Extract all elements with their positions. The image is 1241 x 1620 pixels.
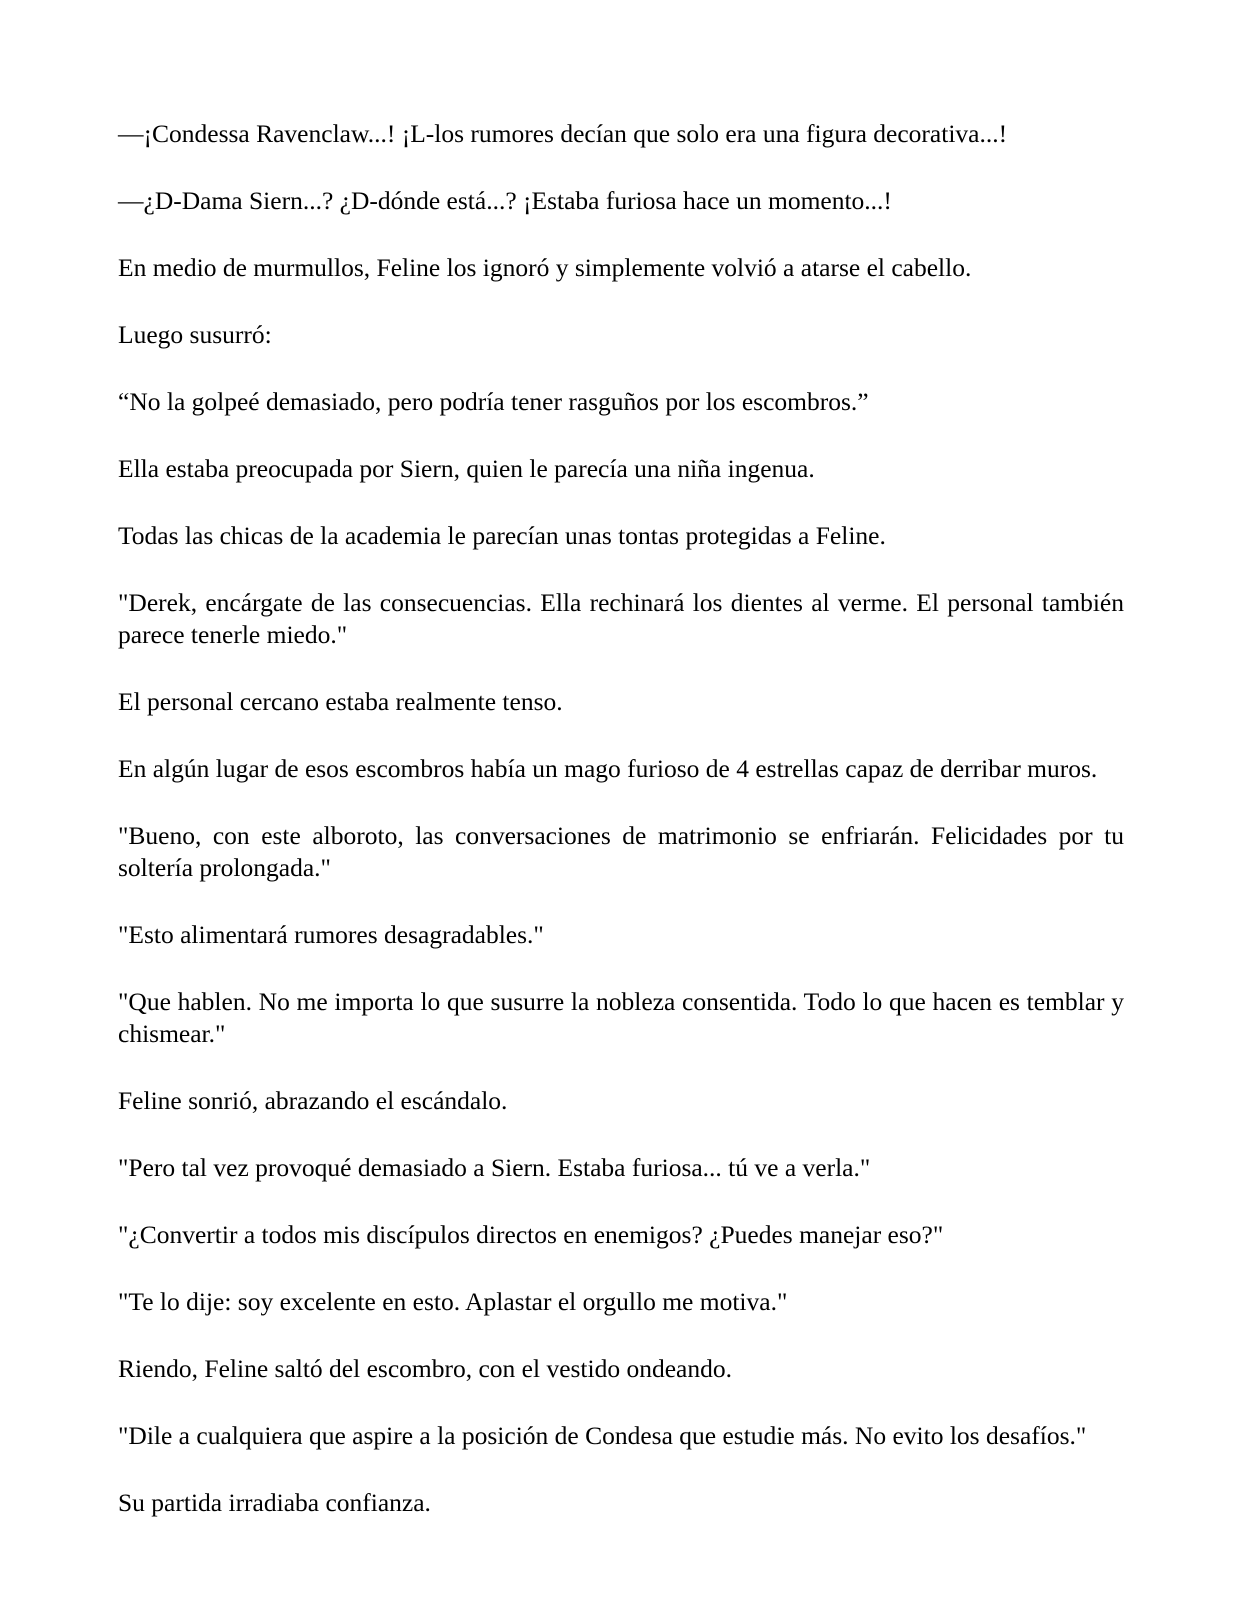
paragraph-11: "Bueno, con este alboroto, las conversaciones de matrimonio se enfriarán. Felicidades por tu soltería prolongada." [118, 821, 1124, 882]
paragraph-5: “No la golpeé demasiado, pero podría tener rasguños por los escombros.” [118, 387, 869, 416]
paragraph-18: Riendo, Feline saltó del escombro, con el vestido ondeando. [118, 1354, 732, 1383]
paragraph-9: El personal cercano estaba realmente tenso. [118, 687, 563, 716]
paragraph-14: Feline sonrió, abrazando el escándalo. [118, 1086, 508, 1115]
paragraph-10: En algún lugar de esos escombros había un mago furioso de 4 estrellas capaz de derribar muros. [118, 754, 1098, 783]
paragraph-2: —¿D-Dama Siern...? ¿D-dónde está...? ¡Estaba furiosa hace un momento...! [118, 186, 892, 215]
paragraph-19: "Dile a cualquiera que aspire a la posición de Condesa que estudie más. No evito los desafíos." [118, 1421, 1087, 1450]
paragraph-1: —¡Condessa Ravenclaw...! ¡L-los rumores decían que solo era una figura decorativa...! [118, 119, 1008, 148]
paragraph-13: "Que hablen. No me importa lo que susurre la nobleza consentida. Todo lo que hacen es temblar y chismear." [118, 987, 1124, 1048]
paragraph-20: Su partida irradiaba confianza. [118, 1488, 431, 1517]
paragraph-12: "Esto alimentará rumores desagradables." [118, 920, 544, 949]
paragraph-8: "Derek, encárgate de las consecuencias. Ella rechinará los dientes al verme. El personal también parece tenerle miedo." [118, 588, 1124, 649]
paragraph-15: "Pero tal vez provoqué demasiado a Siern. Estaba furiosa... tú ve a verla." [118, 1153, 871, 1182]
paragraph-17: "Te lo dije: soy excelente en esto. Aplastar el orgullo me motiva." [118, 1287, 788, 1316]
document-body [118, 118, 1124, 1519]
paragraph-16: "¿Convertir a todos mis discípulos directos en enemigos? ¿Puedes manejar eso?" [118, 1220, 944, 1249]
paragraph-6: Ella estaba preocupada por Siern, quien le parecía una niña ingenua. [118, 454, 815, 483]
paragraph-4: Luego susurró: [118, 320, 272, 349]
paragraph-3: En medio de murmullos, Feline los ignoró y simplemente volvió a atarse el cabello. [118, 253, 972, 282]
paragraph-7: Todas las chicas de la academia le parecían unas tontas protegidas a Feline. [118, 521, 886, 550]
